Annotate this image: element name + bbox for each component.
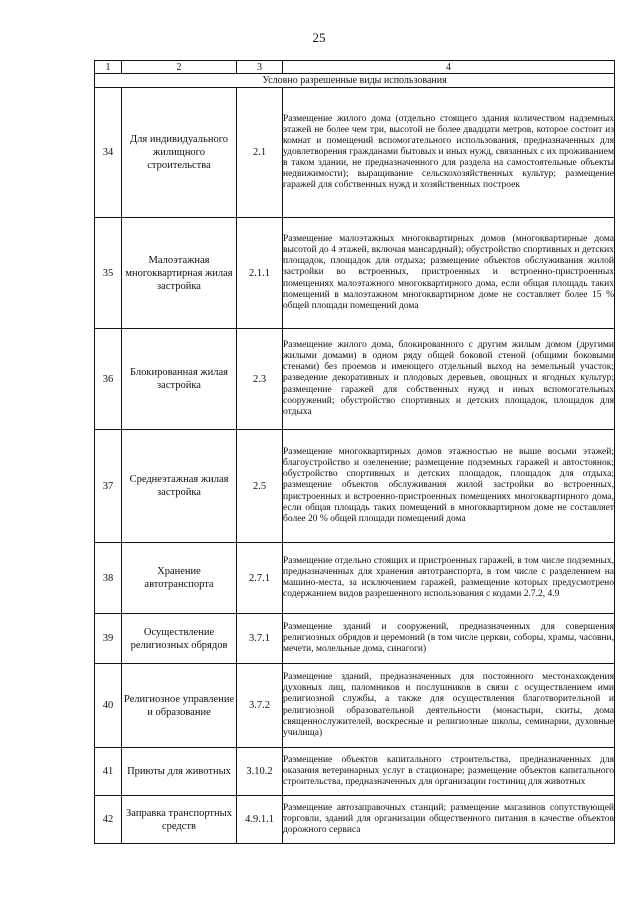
use-code: 3.10.2: [237, 748, 283, 796]
table-row: [95, 329, 615, 430]
row-number: 37: [95, 430, 122, 543]
use-name: Малоэтажная многоквартирная жилая застройка: [122, 218, 237, 329]
row-number: 39: [95, 614, 122, 664]
use-description: Размещение объектов капитального строительства, предназначенных для оказания ветеринарных услуг в стационаре; размещение объектов капитального строительства, предназначенных для организации гостиниц для животных: [283, 748, 615, 796]
row-number: 34: [95, 88, 122, 218]
table-row: [95, 543, 615, 614]
table-row: [95, 88, 615, 218]
section-row: [95, 74, 615, 88]
use-code: 2.1: [237, 88, 283, 218]
table-row: [95, 430, 615, 543]
use-name: Осуществление религиозных обрядов: [122, 614, 237, 664]
use-description: Размещение малоэтажных многоквартирных домов (многоквартирные дома высотой до 4 этажей, включая мансардный); обустройство спортивных и детских площадок, площадок для отдыха; размещение объектов обслуживания жилой застройки во встроенных, пристроенных и встроенно-пристроенных помещениях малоэтажного многоквартирного дома, если общая площадь таких помещений в малоэтажном многоквартирном доме не составляет более 15 % общей площади помещений дома: [283, 218, 615, 329]
column-header-4: 4: [283, 61, 615, 74]
row-number: 38: [95, 543, 122, 614]
section-title: Условно разрешенные виды использования: [95, 74, 615, 88]
use-name: Среднеэтажная жилая застройка: [122, 430, 237, 543]
column-header-2: 2: [122, 61, 237, 74]
use-name: Религиозное управление и образование: [122, 664, 237, 748]
table-row: [95, 218, 615, 329]
use-code: 2.5: [237, 430, 283, 543]
use-name: Заправка транспортных средств: [122, 796, 237, 844]
use-code: 3.7.1: [237, 614, 283, 664]
use-code: 2.1.1: [237, 218, 283, 329]
table-row: [95, 748, 615, 796]
column-header-3: 3: [237, 61, 283, 74]
row-number: 36: [95, 329, 122, 430]
table-row: [95, 796, 615, 844]
land-use-table: [94, 60, 615, 844]
table-row: [95, 614, 615, 664]
use-code: 4.9.1.1: [237, 796, 283, 844]
use-description: Размещение многоквартирных домов этажностью не выше восьми этажей; благоустройство и озеленение; размещение подземных гаражей и автостоянок; обустройство спортивных и детских площадок, площадок для отдыха; размещение объектов обслуживания жилой застройки во встроенных, пристроенных и встроенно-пристроенных помещениях многоквартирного дома, если общая площадь таких помещений в многоквартирном доме не составляет более 20 % общей площади помещений дома: [283, 430, 615, 543]
use-description: Размещение жилого дома, блокированного с другим жилым домом (другими жилыми домами) в одном ряду общей боковой стеной (общими боковыми стенами) без проемов и имеющего отдельный выход на земельный участок; разведение декоративных и плодовых деревьев, овощных и ягодных культур; размещение гаражей для собственных нужд и иных вспомогательных сооружений; обустройство спортивных и детских площадок, площадок для отдыха: [283, 329, 615, 430]
use-name: Для индивидуального жилищного строительства: [122, 88, 237, 218]
row-number: 40: [95, 664, 122, 748]
use-description: Размещение жилого дома (отдельно стоящего здания количеством надземных этажей не более чем три, высотой не более двадцати метров, которое состоит из комнат и помещений вспомогательного использования, предназначенных для удовлетворения гражданами бытовых и иных нужд, связанных с их проживанием в таком здании, не предназначенного для раздела на самостоятельные объекты недвижимости); выращивание сельскохозяйственных культур; размещение гаражей для собственных нужд и хозяйственных построек: [283, 88, 615, 218]
row-number: 41: [95, 748, 122, 796]
use-name: Приюты для животных: [122, 748, 237, 796]
use-code: 2.7.1: [237, 543, 283, 614]
use-code: 3.7.2: [237, 664, 283, 748]
use-description: Размещение зданий, предназначенных для постоянного местонахождения духовных лиц, паломников и послушников в связи с осуществлением ими религиозной службы, а также для осуществления благотворительной и религиозной образовательной деятельности (монастыри, скиты, дома священнослужителей, воскресные и религиозные школы, семинарии, духовные училища): [283, 664, 615, 748]
page-number: 25: [312, 30, 326, 45]
table-row: [95, 664, 615, 748]
use-description: Размещение автозаправочных станций; размещение магазинов сопутствующей торговли, зданий для организации общественного питания в качестве объектов дорожного сервиса: [283, 796, 615, 844]
use-description: Размещение зданий и сооружений, предназначенных для совершения религиозных обрядов и церемоний (в том числе церкви, соборы, храмы, часовни, мечети, молельные дома, синагоги): [283, 614, 615, 664]
column-header-1: 1: [95, 61, 122, 74]
use-description: Размещение отдельно стоящих и пристроенных гаражей, в том числе подземных, предназначенных для хранения автотранспорта, в том числе с разделением на машино-места, за исключением гаражей, размещение которых предусмотрено содержанием видов разрешенного использования с кодами 2.7.2, 4.9: [283, 543, 615, 614]
use-name: Блокированная жилая застройка: [122, 329, 237, 430]
row-number: 42: [95, 796, 122, 844]
use-name: Хранение автотранспорта: [122, 543, 237, 614]
row-number: 35: [95, 218, 122, 329]
use-code: 2.3: [237, 329, 283, 430]
header-row: [95, 61, 615, 74]
